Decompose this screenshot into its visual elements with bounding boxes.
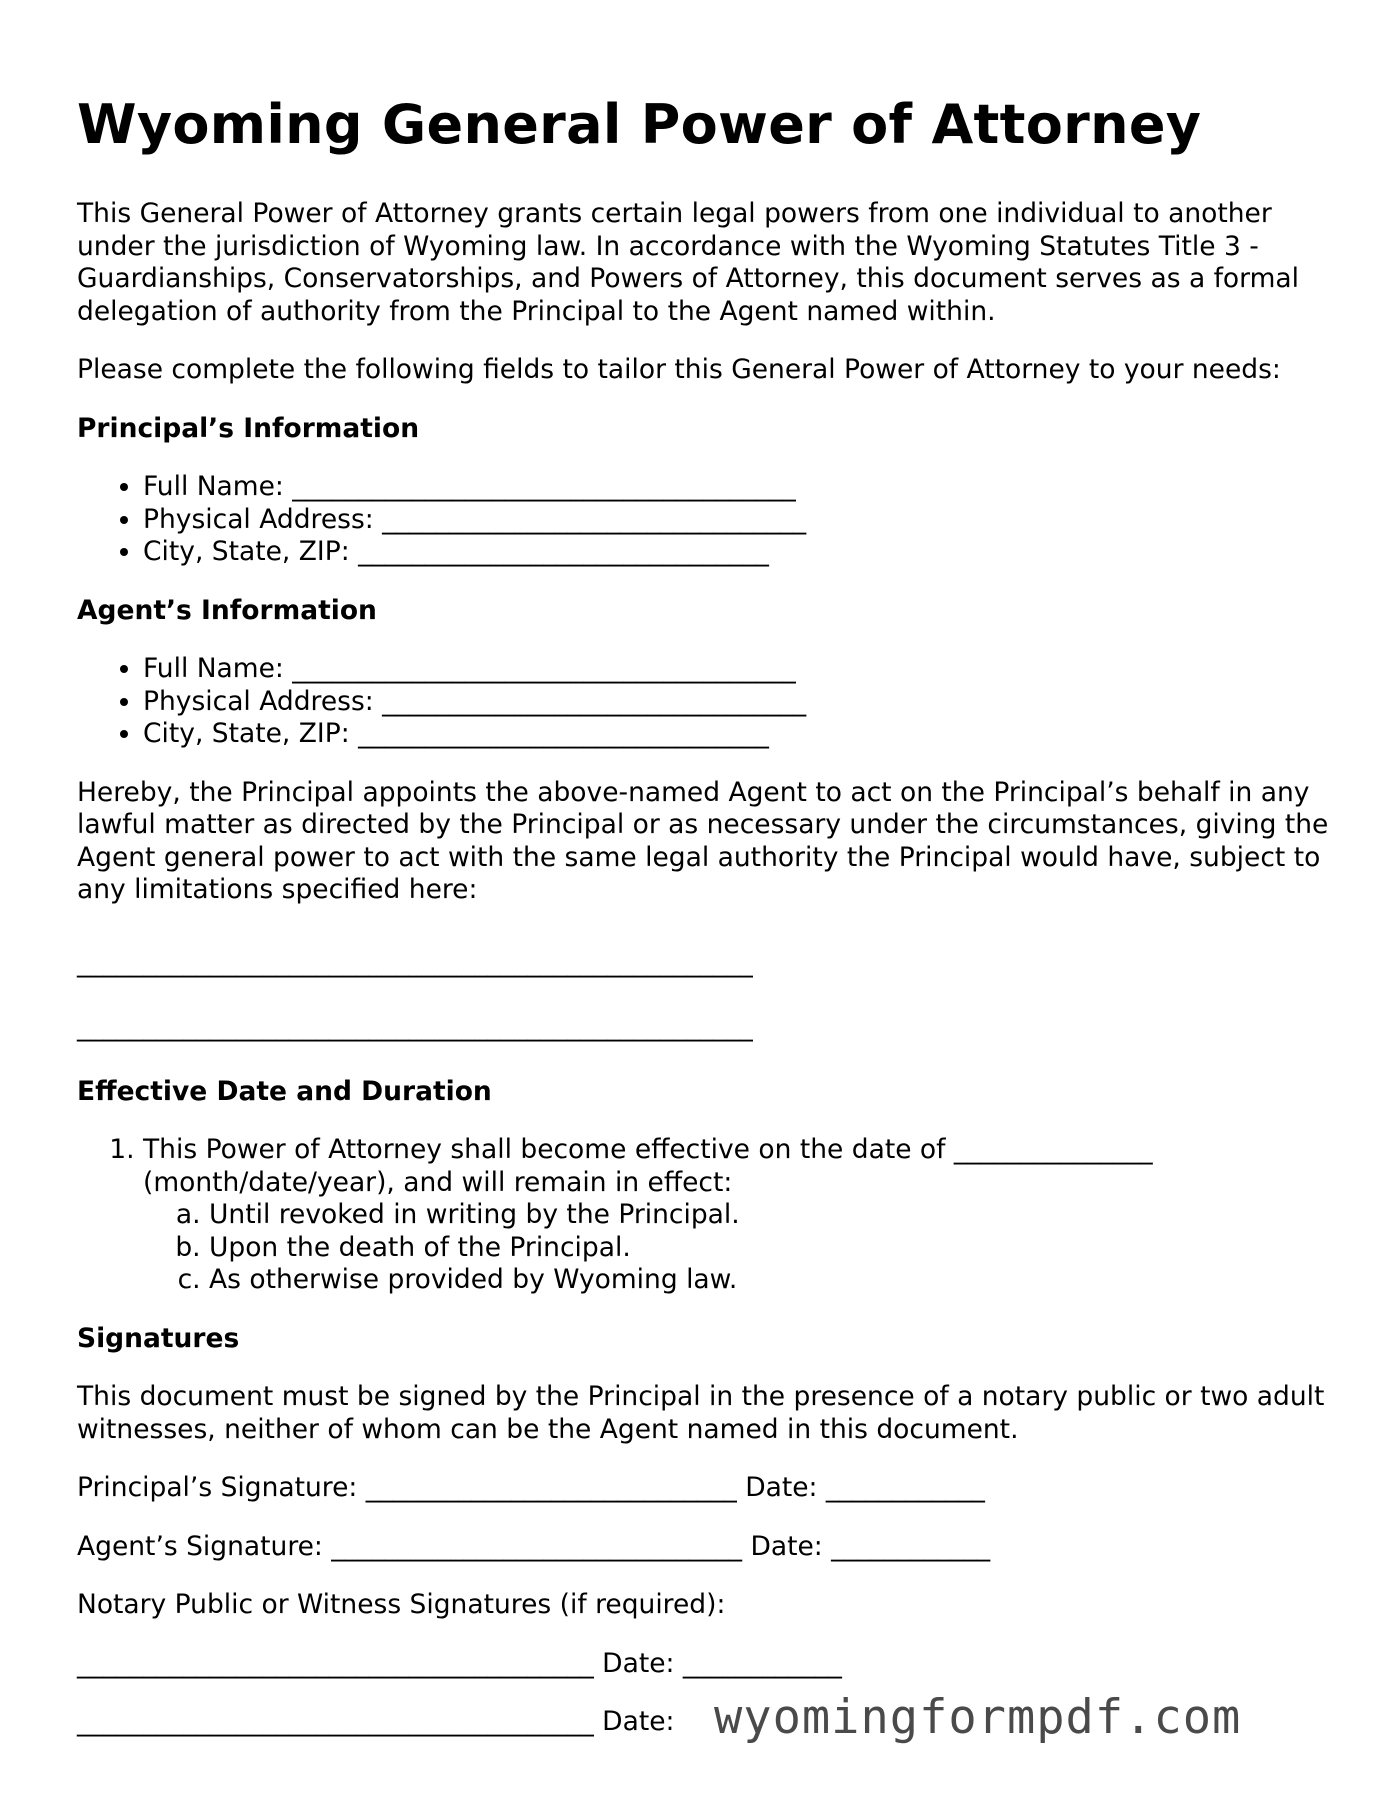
- agent-city-state-zip-field[interactable]: • City, State, ZIP: _______________________________: [143, 718, 1337, 751]
- effective-sublist: [143, 1199, 1337, 1297]
- effective-subitem-revoked: a. Until revoked in writing by the Principal.: [209, 1199, 1337, 1232]
- effective-heading: Effective Date and Duration: [77, 1075, 492, 1107]
- limitation-line-2[interactable]: ___________________________________________________: [77, 1011, 753, 1042]
- appointment-paragraph: Hereby, the Principal appoints the above-named Agent to act on the Principal’s behalf in any lawful matter as directed by the Principal or as necessary under the circumstances, giving the Agent general power to act with the same legal authority the Principal would have, subject to any limitations specified here:: [77, 776, 1329, 905]
- principal-address-field[interactable]: • Physical Address: ________________________________: [143, 504, 1337, 537]
- principal-fields: [77, 471, 1337, 569]
- effective-subitem-death: b. Upon the death of the Principal.: [209, 1232, 1337, 1265]
- document-title: Wyoming General Power of Attorney: [77, 93, 1202, 156]
- effective-item: [143, 1134, 1337, 1297]
- agent-heading: Agent’s Information: [77, 594, 377, 626]
- instruction-paragraph: Please complete the following fields to tailor this General Power of Attorney to your needs:: [77, 354, 1281, 385]
- witness-signature-line-1[interactable]: _______________________________________ Date: ____________: [77, 1647, 842, 1679]
- effective-subitem-law: c. As otherwise provided by Wyoming law.: [209, 1264, 1337, 1297]
- principal-signature-line[interactable]: Principal’s Signature: ____________________________ Date: ____________: [77, 1472, 985, 1503]
- agent-signature-line[interactable]: Agent’s Signature: _______________________________ Date: ____________: [77, 1530, 991, 1562]
- watermark-text: wyomingformpdf.com: [714, 1690, 1242, 1745]
- intro-paragraph: This General Power of Attorney grants certain legal powers from one individual to another under the jurisdiction of Wyoming law. In accordance with the Wyoming Statutes Title 3 - Guardianships, Conservatorships, and Powers of Attorney, this document serves as a formal delegation of authority from the Principal to the Agent named within.: [77, 198, 1299, 327]
- principal-heading: Principal’s Information: [77, 412, 420, 444]
- agent-full-name-field[interactable]: • Full Name: ______________________________________: [143, 653, 1337, 686]
- principal-full-name-field[interactable]: • Full Name: ______________________________________: [143, 471, 1337, 504]
- document-page: [77, 92, 1337, 1765]
- witness-signature-line-2[interactable]: _______________________________________ Date:: [77, 1706, 675, 1737]
- agent-fields: [77, 653, 1337, 751]
- principal-city-state-zip-field[interactable]: • City, State, ZIP: _______________________________: [143, 536, 1337, 569]
- signatures-note: This document must be signed by the Principal in the presence of a notary public or two adult witnesses, neither of whom can be the Agent named in this document.: [77, 1381, 1325, 1445]
- signatures-heading: Signatures: [77, 1322, 240, 1354]
- limitation-line-1[interactable]: ___________________________________________________: [77, 946, 753, 978]
- witness-heading: Notary Public or Witness Signatures (if required):: [77, 1589, 726, 1620]
- agent-address-field[interactable]: • Physical Address: ________________________________: [143, 686, 1337, 719]
- effective-item-text[interactable]: This Power of Attorney shall become effective on the date of _______________ (month/date/year), and will remain in effect:: [143, 1134, 1153, 1198]
- effective-list: [77, 1134, 1337, 1297]
